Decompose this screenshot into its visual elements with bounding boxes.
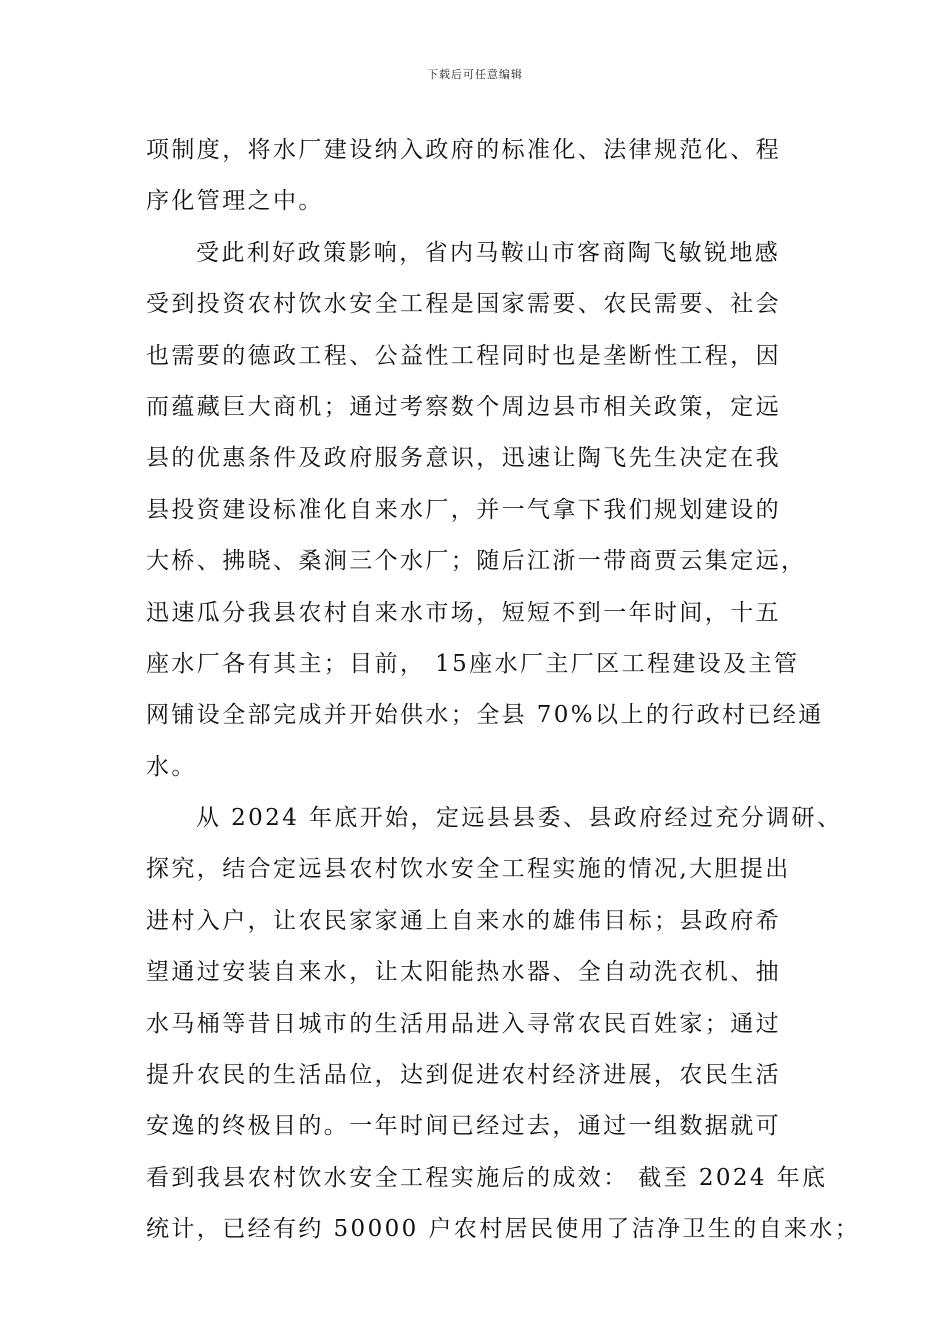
text-line: 探究，结合定远县农村饮水安全工程实施的情况,大胆提出 — [146, 856, 791, 883]
paragraph-start-line: 从 2024 年底开始，定远县县委、县政府经过充分调研、 — [196, 805, 843, 832]
text-line: 望通过安装自来水，让太阳能热水器、全自动洗衣机、抽 — [146, 959, 781, 986]
text-line: 而蕴藏巨大商机；通过考察数个周边县市相关政策，定远 — [146, 393, 781, 420]
text-line: 项制度，将水厂建设纳入政府的标准化、法律规范化、程 — [146, 137, 781, 163]
text-line: 看到我县农村饮水安全工程实施后的成效： 截至 2024 年底 — [146, 1164, 828, 1191]
text-line: 水马桶等昔日城市的生活用品进入寻常农民百姓家；通过 — [146, 1010, 781, 1037]
text-line: 大桥、拂晓、桑涧三个水厂；随后江浙一带商贾云集定远， — [146, 548, 807, 575]
text-line: 迅速瓜分我县农村自来水市场，短短不到一年时间，十五 — [146, 599, 781, 626]
text-line: 也需要的德政工程、公益性工程同时也是垄断性工程，因 — [146, 342, 781, 369]
text-line: 统计，已经有约 50000 户农村居民使用了洁净卫生的自来水； — [146, 1216, 861, 1243]
text-line: 座水厂各有其主；目前， 15座水厂主厂区工程建设及主管 — [146, 650, 800, 677]
text-line: 安逸的终极目的。一年时间已经过去，通过一组数据就可 — [146, 1113, 781, 1140]
text-line: 序化管理之中。 — [146, 188, 324, 215]
text-line: 县的优惠条件及政府服务意识，迅速让陶飞先生决定在我 — [146, 445, 781, 472]
text-line: 县投资建设标准化自来水厂，并一气拿下我们规划建设的 — [146, 496, 781, 523]
text-line: 受到投资农村饮水安全工程是国家需要、农民需要、社会 — [146, 291, 781, 318]
header-note: 下载后可任意编辑 — [427, 68, 523, 81]
text-line: 网铺设全部完成并开始供水；全县 70%以上的行政村已经通 — [146, 702, 824, 729]
text-line: 进村入户，让农民家家通上自来水的雄伟目标；县政府希 — [146, 907, 781, 934]
document-body — [146, 128, 861, 1259]
paragraph-start-line: 受此利好政策影响，省内马鞍山市客商陶飞敏锐地感 — [196, 239, 781, 266]
text-line: 水。 — [146, 753, 197, 780]
text-line: 提升农民的生活品位，达到促进农村经济进展，农民生活 — [146, 1062, 781, 1089]
